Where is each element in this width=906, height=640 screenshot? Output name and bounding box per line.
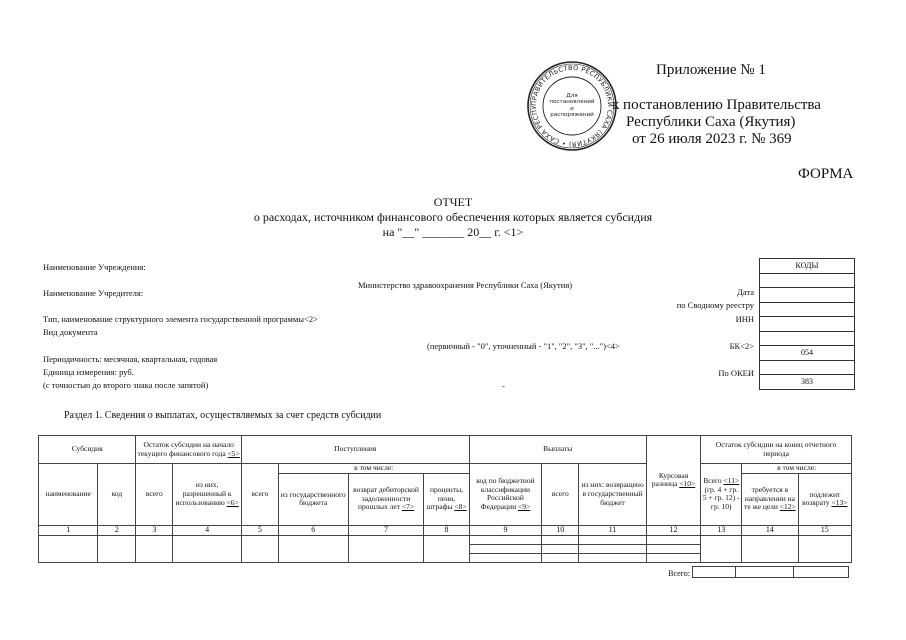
code-cell-registry [760, 302, 855, 317]
col-number: 5 [241, 525, 278, 535]
code-cell-inn [760, 317, 855, 332]
ref-7[interactable]: <7> [401, 502, 415, 512]
col-end-total [701, 464, 742, 526]
col-exchange-text: Курсовая разница [651, 470, 689, 489]
col-number: 13 [701, 525, 742, 535]
cell[interactable] [646, 544, 700, 553]
cell[interactable] [579, 535, 647, 544]
col-number: 12 [646, 525, 700, 535]
cell[interactable] [542, 544, 579, 553]
col-payments-total: всего [542, 464, 579, 526]
balance-end-incl: в том числе: [742, 464, 852, 474]
cell[interactable] [424, 535, 469, 562]
col-number: 4 [173, 525, 242, 535]
decree-line-2: Республики Саха (Якутия) [626, 114, 796, 130]
code-cell-okei: 383 [760, 375, 855, 390]
cell[interactable] [579, 544, 647, 553]
code-label-inn: ИНН [735, 314, 754, 324]
code-label-okei: По ОКЕИ [718, 368, 754, 378]
appendix-title: Приложение № 1 [656, 62, 766, 78]
cell[interactable] [98, 535, 136, 562]
code-cell-date [760, 288, 855, 303]
group-receipts: Поступления [241, 436, 469, 464]
group-payments: Выплаты [469, 436, 646, 464]
founder-value: Министерство здравоохранения Республики Саха (Якутия) [358, 280, 573, 290]
cell[interactable] [542, 553, 579, 562]
cell[interactable] [469, 535, 542, 544]
decree-line-3: от 26 июля 2023 г. № 369 [632, 131, 792, 147]
cell[interactable] [136, 535, 173, 562]
total-cell-15[interactable] [794, 567, 849, 578]
group-subsidy: Субсидия [39, 436, 136, 464]
col-interest-text: проценты, пени, штрафы [426, 485, 464, 512]
total-cell-13[interactable] [693, 567, 736, 578]
cell[interactable] [646, 535, 700, 544]
col-number: 6 [278, 525, 348, 535]
col-returned: из них: возвращено в государственный бюджет [579, 464, 647, 526]
ref-12[interactable]: <12> [779, 502, 796, 512]
col-number: 2 [98, 525, 136, 535]
cell[interactable] [742, 535, 798, 562]
ref-5[interactable]: <5> [227, 448, 240, 458]
section-1-title: Раздел 1. Сведения о выплатах, осуществляемых за счет средств субсидии [64, 410, 382, 421]
code-cell-blank2 [760, 360, 855, 375]
cell[interactable] [469, 553, 542, 562]
report-subtitle: о расходах, источником финансового обеспечения которых является субсидия [253, 210, 653, 224]
precision-label: (с точностью до второго знака после запятой) [43, 380, 209, 390]
doc-type-hint: (первичный - "0", уточненный - "1", "2", "3", "...")<4> [427, 341, 620, 351]
cell[interactable] [173, 535, 242, 562]
cell[interactable] [241, 535, 278, 562]
program-element-label: Тип, наименование структурного элемента государственной программы<2> [43, 314, 318, 324]
total-cell-14[interactable] [736, 567, 794, 578]
total-row [692, 566, 849, 578]
cell[interactable] [646, 553, 700, 562]
col-number: 9 [469, 525, 542, 535]
col-budget-code-text: код по бюджетной классификации Российской Федерации [476, 476, 535, 511]
column-numbers-row [39, 525, 852, 535]
col-to-return-text: подлежит возврату [802, 489, 841, 508]
ref-9[interactable]: <9> [517, 501, 531, 511]
code-label-registry: по Сводному реестру [676, 300, 754, 310]
col-needed-text: требуется в направлении на те же цели [744, 485, 795, 512]
code-label-date: Дата [737, 287, 754, 297]
col-exchange [646, 436, 700, 526]
col-balance-total: всего [136, 464, 173, 526]
cell[interactable] [348, 535, 424, 562]
doc-type-label: Вид документа [43, 327, 98, 337]
col-number: 11 [579, 525, 647, 535]
col-from-budget: из государственного бюджета [278, 473, 348, 525]
col-number: 7 [348, 525, 424, 535]
col-number: 1 [39, 525, 98, 535]
group-balance-end: Остаток субсидии на конец отчетного периода [701, 436, 852, 464]
col-interest [424, 473, 469, 525]
payments-table [38, 435, 852, 563]
cell[interactable] [579, 553, 647, 562]
col-number: 3 [136, 525, 173, 535]
col-allowed-text: из них, разрешенный к использованию [175, 480, 232, 507]
cell[interactable] [278, 535, 348, 562]
total-label: Всего: [668, 569, 690, 578]
ref-8[interactable]: <8> [454, 502, 467, 512]
seal-ring-text: ПРАВИТЕЛЬСТВО РЕСПУБЛИКИ САХА (ЯКУТИЯ) • САХА РЕСПУ [529, 63, 615, 149]
decree-line-1: к постановлению Правительства [612, 97, 821, 113]
unit-label: Единица измерения: руб. [43, 367, 134, 377]
form-label: ФОРМА [798, 166, 854, 182]
institution-label: Наименование Учреждения: [43, 262, 146, 272]
group-balance-start [136, 436, 242, 464]
cell[interactable] [701, 535, 742, 562]
cell[interactable] [39, 535, 98, 562]
col-number: 15 [798, 525, 851, 535]
col-end-total-text: Всего [703, 476, 724, 486]
ref-6[interactable]: <6> [226, 497, 239, 507]
precision-dash: - [502, 381, 505, 391]
report-date-line: на "__" _______ 20__ г. <1> [382, 225, 524, 239]
col-end-total-formula: (гр. 4 + гр. 5 + гр. 12) - гр. 10) [702, 484, 740, 511]
ref-11[interactable]: <11> [723, 476, 740, 486]
code-cell-blank [760, 331, 855, 346]
col-to-return [798, 473, 851, 525]
group-balance-start-text: Остаток субсидии на начало текущего финансового года [137, 439, 234, 458]
seal-center-text: Для постановлений и распоряжений [549, 93, 595, 119]
receipts-incl: в том числе: [278, 464, 469, 474]
code-label-bk: БК<2> [729, 341, 754, 351]
ref-13[interactable]: <13> [831, 498, 848, 508]
founder-label: Наименование Учредителя: [43, 288, 144, 298]
col-budget-code [469, 464, 542, 526]
col-needed [742, 473, 798, 525]
col-number: 14 [742, 525, 798, 535]
ref-10[interactable]: <10> [679, 479, 696, 489]
codes-table [759, 258, 855, 390]
code-cell-bk: 054 [760, 346, 855, 361]
report-title: ОТЧЕТ [433, 195, 473, 209]
official-seal [526, 60, 618, 152]
col-number: 10 [542, 525, 579, 535]
cell[interactable] [542, 535, 579, 544]
code-cell-empty [760, 273, 855, 288]
col-return-debt [348, 473, 424, 525]
col-name: наименование [39, 464, 98, 526]
periodicity-label: Периодичность: месячная, квартальная, годовая [43, 354, 218, 364]
col-allowed [173, 464, 242, 526]
cell[interactable] [798, 535, 851, 562]
col-return-debt-text: возврат дебиторской задолженности прошлых лет [353, 485, 419, 512]
table-row [39, 535, 852, 544]
cell[interactable] [469, 544, 542, 553]
col-number: 8 [424, 525, 469, 535]
col-receipts-total: всего [241, 464, 278, 526]
codes-header: КОДЫ [760, 259, 855, 274]
col-code: код [98, 464, 136, 526]
